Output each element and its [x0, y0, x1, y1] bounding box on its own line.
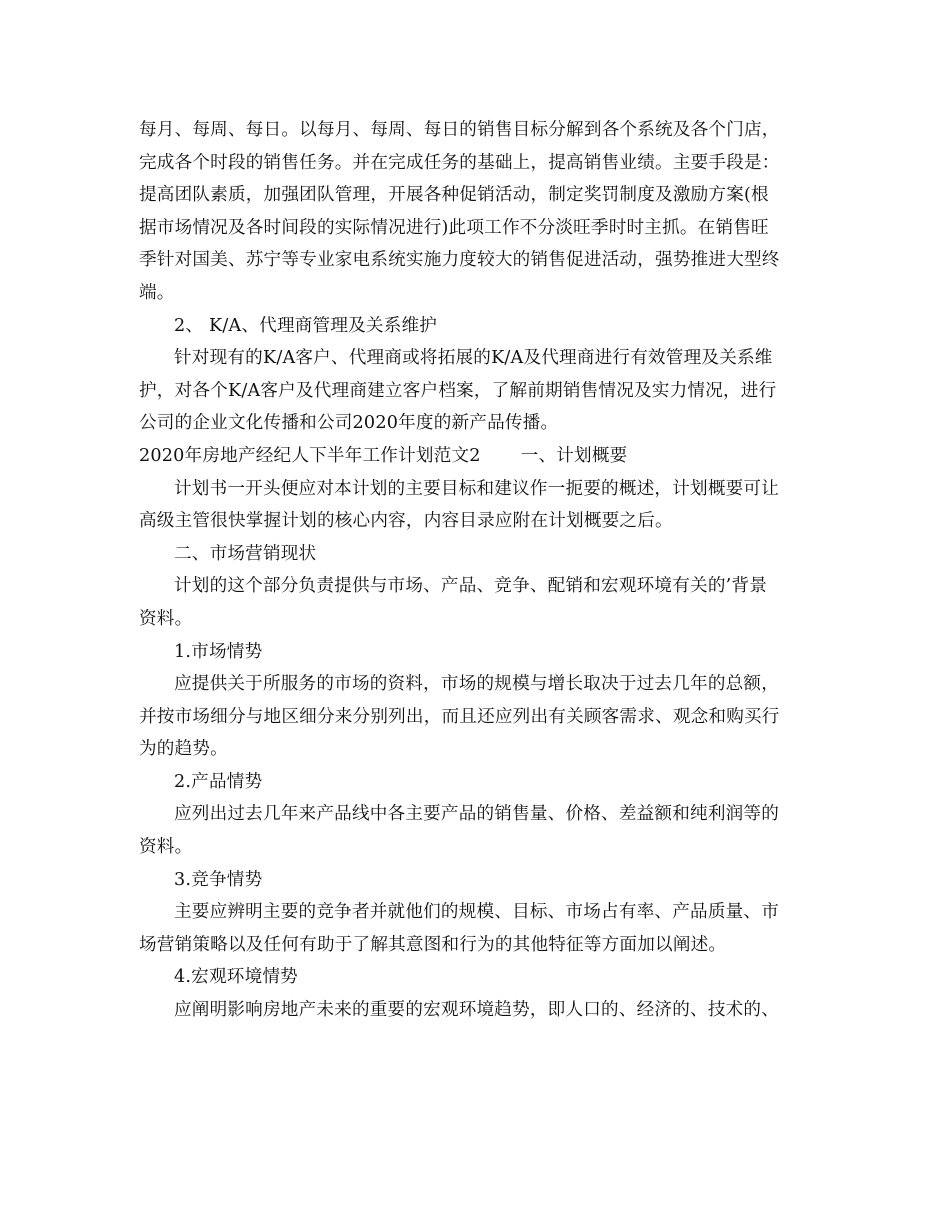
section-heading-market-status: 二、市场营销现状 [174, 543, 317, 564]
paragraph-line: 提高团队素质，加强团队管理，开展各种促销活动，制定奖罚制度及激励方案(根 [139, 185, 769, 206]
subheading-macro: 4.宏观环境情势 [174, 967, 298, 988]
subheading-product: 2.产品情势 [174, 771, 263, 792]
paragraph-line: 应提供关于所服务的市场的资料，市场的规模与增长取决于过去几年的总额， [174, 674, 779, 695]
paragraph-line: 资料。 [139, 608, 193, 629]
section-heading-ka: 2、 K/A、代理商管理及关系维护 [174, 315, 438, 336]
paragraph-line: 季针对国美、苏宁等专业家电系统实施力度较大的销售促进活动，强势推进大型终 [139, 250, 780, 271]
paragraph-line: 资料。 [139, 837, 193, 858]
paragraph-line: 应阐明影响房地产未来的重要的宏观环境趋势，即人口的、经济的、技术的、 [174, 1000, 779, 1021]
paragraph-line: 应列出过去几年来产品线中各主要产品的销售量、价格、差益额和纯利润等的 [174, 804, 779, 825]
subheading-competition: 3.竞争情势 [174, 869, 263, 890]
paragraph-line: 高级主管很快掌握计划的核心内容，内容目录应附在计划概要之后。 [139, 511, 673, 532]
subheading-market: 1.市场情势 [174, 641, 263, 662]
paragraph-line: 护，对各个K/A客户及代理商建立客户档案，了解前期销售情况及实力情况，进行 [139, 380, 777, 401]
paragraph-line: 据市场情况及各时间段的实际情况进行)此项工作不分淡旺季时时主抓。在销售旺 [139, 217, 769, 238]
paragraph-line: 完成各个时段的销售任务。并在完成任务的基础上，提高销售业绩。主要手段是： [139, 152, 780, 173]
paragraph-line: 为的趋势。 [139, 739, 228, 760]
paragraph-line: 并按市场细分与地区细分来分别列出，而且还应列出有关顾客需求、观念和购买行 [139, 706, 780, 727]
section-heading-summary: 一、计划概要 [520, 445, 628, 466]
paragraph-line: 每月、每周、每日。以每月、每周、每日的销售目标分解到各个系统及各个门店， [139, 120, 780, 140]
document-title-line [139, 440, 815, 473]
paragraph-line: 计划的这个部分负责提供与市场、产品、竞争、配销和宏观环境有关的’背景 [174, 576, 767, 597]
document-body [139, 114, 815, 1027]
paragraph-line: 主要应辨明主要的竞争者并就他们的规模、目标、市场占有率、产品质量、市 [174, 902, 779, 923]
document-title: 2020年房地产经纪人下半年工作计划范文2 [139, 445, 481, 466]
paragraph-line: 场营销策略以及任何有助于了解其意图和行为的其他特征等方面加以阐述。 [139, 934, 727, 955]
paragraph-line: 公司的企业文化传播和公司2020年度的新产品传播。 [139, 413, 559, 434]
paragraph-line: 计划书一开头便应对本计划的主要目标和建议作一扼要的概述，计划概要可让 [174, 478, 779, 499]
paragraph-line: 针对现有的K/A客户、代理商或将拓展的K/A及代理商进行有效管理及关系维 [174, 348, 773, 369]
paragraph-line: 端。 [139, 282, 175, 303]
